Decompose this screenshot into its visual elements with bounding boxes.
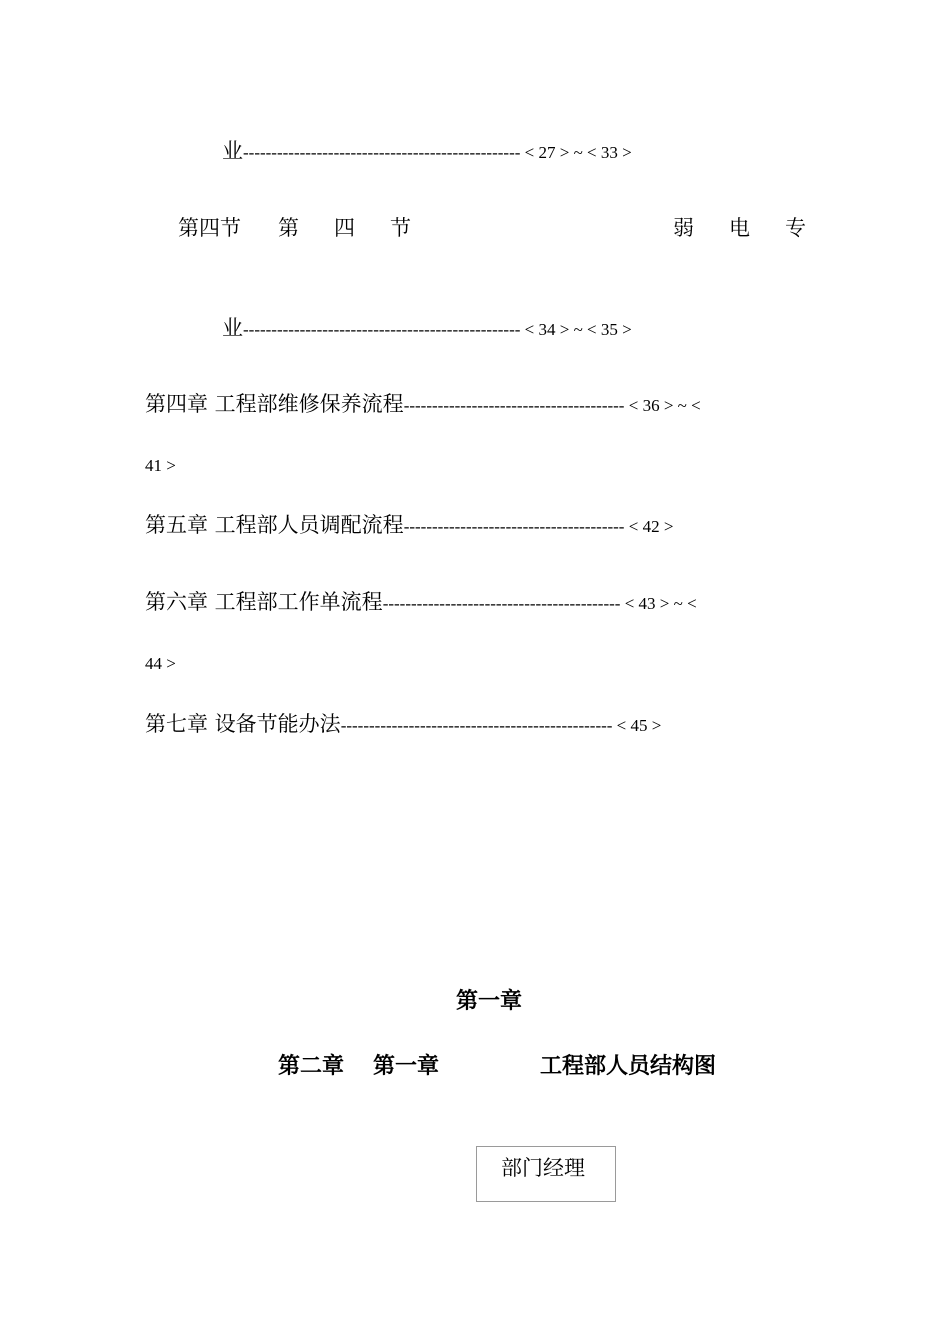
- toc-section4-char: 第: [278, 216, 299, 240]
- toc-page-range-cont: 44 >: [145, 654, 176, 673]
- toc-section4-label: 第四节: [178, 216, 241, 240]
- toc-leader: -------------------------------------------------: [243, 320, 521, 339]
- toc-entry-ch4: [145, 391, 701, 419]
- chapter-title: 第一章: [456, 988, 523, 1014]
- toc-entry-line1: [222, 138, 632, 166]
- toc-leader: ------------------------------------------: [382, 594, 621, 613]
- toc-entry-text: 第四章 工程部维修保养流程: [145, 392, 404, 416]
- toc-page-range: < 45 >: [612, 716, 662, 735]
- toc-leader: ------------------------------------------------: [340, 716, 613, 735]
- toc-entry-ch5: [145, 512, 673, 540]
- toc-entry-ch7: [145, 711, 661, 739]
- toc-entry-text: 业: [222, 316, 243, 340]
- toc-entry-text: 第六章 工程部工作单流程: [145, 590, 383, 614]
- toc-section4-char: 专: [785, 216, 806, 240]
- toc-entry-text: 第七章 设备节能办法: [145, 712, 341, 736]
- toc-entry-line2: [222, 315, 632, 343]
- toc-leader: -------------------------------------------------: [243, 143, 521, 162]
- toc-section4-char: 弱: [673, 216, 694, 240]
- toc-leader: ---------------------------------------: [403, 517, 625, 536]
- chapter-subtitle-c: 工程部人员结构图: [540, 1053, 717, 1079]
- toc-entry-text: 第五章 工程部人员调配流程: [145, 513, 404, 537]
- toc-section4-char: 四: [334, 216, 355, 240]
- toc-section4-char: 节: [390, 216, 411, 240]
- chapter-subtitle-a: 第二章: [278, 1053, 345, 1079]
- toc-page-range: < 42 >: [624, 517, 674, 536]
- chapter-subtitle-b: 第一章: [373, 1053, 440, 1079]
- toc-page-range: < 34 > ~ < 35 >: [520, 320, 632, 339]
- toc-page-range: < 43 > ~ <: [620, 594, 697, 613]
- org-chart-root-box: [476, 1146, 616, 1202]
- toc-entry-ch6: [145, 589, 697, 617]
- toc-entry-text: 业: [222, 139, 243, 163]
- toc-section4-char: 电: [729, 216, 750, 240]
- org-chart-root-label: 部门经理: [501, 1156, 585, 1180]
- toc-page-range: < 27 > ~ < 33 >: [520, 143, 632, 162]
- toc-page-range-cont: 41 >: [145, 456, 176, 475]
- toc-leader: ---------------------------------------: [403, 396, 625, 415]
- toc-page-range: < 36 > ~ <: [624, 396, 701, 415]
